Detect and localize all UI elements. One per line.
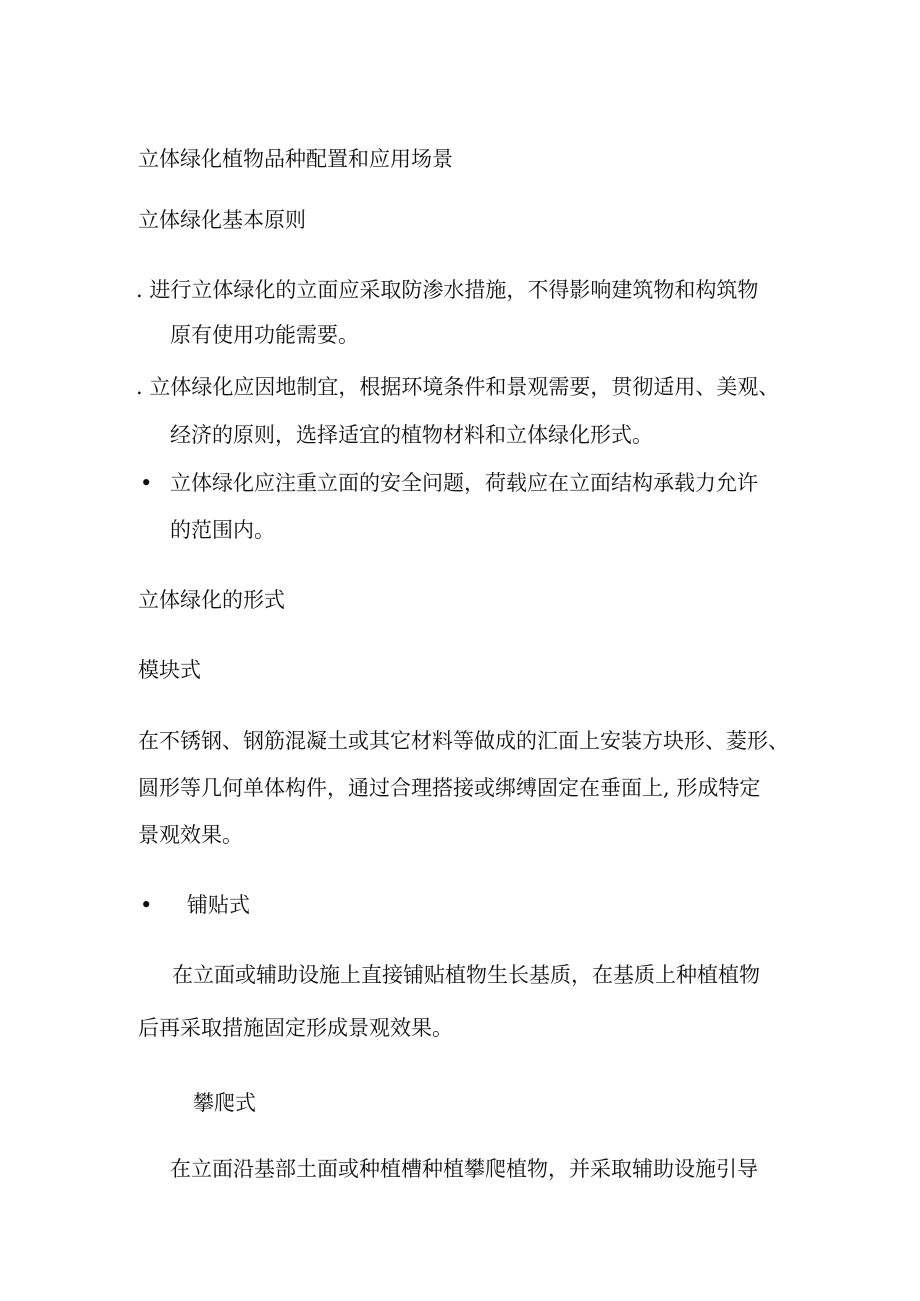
bullet-icon: • xyxy=(140,471,153,495)
paragraph-line: . 进行立体绿化的立面应采取防渗水措施，不得影响建筑物和构筑物 xyxy=(136,278,759,302)
paragraph-line: 的范围内。 xyxy=(170,518,275,542)
section-heading-principles: 立体绿化基本原则 xyxy=(138,208,306,232)
section-heading-forms: 立体绿化的形式 xyxy=(138,588,285,612)
paragraph-line: 在立面沿基部土面或种植槽种植攀爬植物，并采取辅助设施引导 xyxy=(170,1157,758,1181)
paragraph-line: 圆形等几何单体构件，通过合理搭接或绑缚固定在垂面上, 形成特定 xyxy=(138,776,761,800)
paragraph-line: 在立面或辅助设施上直接铺贴植物生长基质，在基质上种植植物 xyxy=(172,963,760,987)
subheading-climbing: 攀爬式 xyxy=(193,1091,256,1115)
paragraph-line: 后再采取措施固定形成景观效果。 xyxy=(138,1016,453,1040)
paragraph-line: 在不锈钢、钢筋混凝土或其它材料等做成的汇面上安装方块形、菱形、 xyxy=(138,729,789,753)
doc-title: 立体绿化植物品种配置和应用场景 xyxy=(138,147,453,171)
subheading-modular: 模块式 xyxy=(138,658,201,682)
paragraph-line: 原有使用功能需要。 xyxy=(170,323,359,347)
subheading-paving: 铺贴式 xyxy=(187,893,250,917)
paragraph-line: 景观效果。 xyxy=(138,823,243,847)
paragraph-line: . 立体绿化应因地制宜，根据环境条件和景观需要，贯彻适用、美观、 xyxy=(136,375,780,399)
paragraph-line: 立体绿化应注重立面的安全问题，荷载应在立面结构承载力允许 xyxy=(170,471,758,495)
paragraph-line: 经济的原则，选择适宜的植物材料和立体绿化形式。 xyxy=(170,423,653,447)
bullet-icon: • xyxy=(140,893,153,917)
